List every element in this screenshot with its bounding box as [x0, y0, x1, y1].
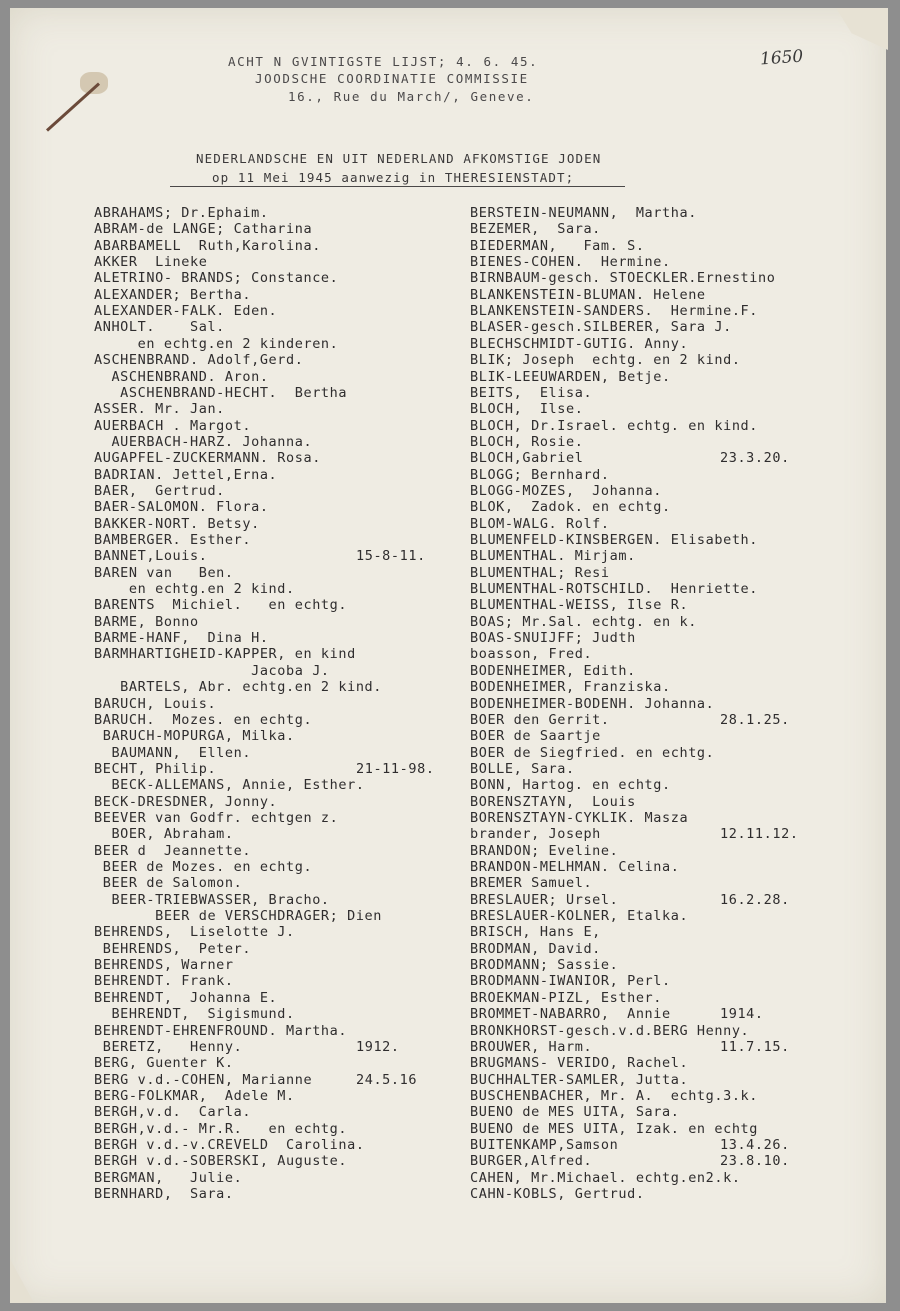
list-item [470, 516, 610, 532]
entry-name: ABRAM-de LANGE; Catharina [94, 221, 313, 238]
list-item [94, 614, 199, 630]
entry-name: BERSTEIN-NEUMANN, Martha. [470, 205, 697, 221]
list-item [470, 663, 636, 679]
list-item [94, 238, 321, 254]
entry-name: BUENO de MES UITA, Sara. [470, 1104, 680, 1121]
entry-name: BEHRENDT. Frank. [94, 973, 234, 990]
list-item [94, 336, 338, 352]
entry-name: BUITENKAMP,Samson [470, 1136, 619, 1153]
entry-name: BERGH,v.d. Carla. [94, 1104, 252, 1121]
list-item [94, 712, 312, 728]
list-item [470, 957, 618, 973]
entry-name: ALEXANDER; Bertha. [94, 286, 252, 303]
list-item [94, 581, 295, 597]
entry-name: BORENSZTAYN, Louis [470, 793, 636, 810]
entry-name: ALEXANDER-FALK. Eden. [94, 303, 278, 320]
entry-name: BARTELS, Abr. echtg.en 2 kind. [94, 679, 383, 696]
list-item [470, 891, 790, 908]
entry-date: 23.3.20. [720, 450, 790, 467]
list-item [94, 499, 269, 515]
entry-name: BLOCH, Rosie. [470, 433, 584, 450]
entry-name: AKKER Lineke [94, 254, 208, 271]
list-item [94, 1038, 400, 1055]
entry-name: ASCHENBRAND-HECHT. Bertha [94, 384, 348, 401]
list-item [470, 630, 636, 646]
entry-name: BERG, Guenter K. [94, 1055, 234, 1072]
list-item [470, 973, 671, 989]
list-item [94, 924, 295, 940]
entry-name: BERETZ, Henny. [94, 1038, 243, 1055]
list-item [470, 843, 618, 859]
list-item [470, 777, 671, 793]
entry-name: BLOM-WALG. Rolf. [470, 515, 610, 532]
list-item [470, 1038, 790, 1055]
entry-name: BARME-HANF, Dina H. [94, 630, 269, 647]
list-item [94, 745, 251, 761]
entry-name: en echtg.en 2 kinderen. [94, 335, 339, 352]
list-item [470, 467, 610, 483]
list-item [94, 287, 251, 303]
list-item [94, 352, 303, 368]
entry-name: BOER de Saartje [470, 728, 601, 745]
entry-name: BEER de Salomon. [94, 875, 243, 892]
entry-name: BIENES-COHEN. Hermine. [470, 254, 671, 271]
list-item [94, 728, 295, 744]
entry-name: BRONKHORST-gesch.v.d.BERG Henny. [470, 1022, 750, 1039]
entry-name: BEER de VERSCHDRAGER; Dien [94, 908, 383, 925]
list-item [470, 483, 662, 499]
list-item [94, 679, 382, 695]
entry-name: BROMMET-NABARRO, Annie [470, 1006, 671, 1023]
list-item [470, 761, 575, 777]
entry-name: BRODMAN, David. [470, 940, 601, 957]
list-item [94, 270, 338, 286]
title-line-2: op 11 Mei 1945 aanwezig in THERESIENSTADT; [212, 170, 575, 185]
list-item [470, 1006, 764, 1023]
list-item [94, 794, 277, 810]
entry-name: BOAS-SNUIJFF; Judth [470, 630, 636, 647]
list-item [94, 385, 347, 401]
entry-name: brander, Joseph [470, 826, 601, 843]
entry-name: BIEDERMAN, Fam. S. [470, 237, 645, 254]
entry-name: BEHRENDT, Sigismund. [94, 1006, 295, 1023]
list-item [470, 450, 790, 467]
list-item [470, 303, 758, 319]
list-item [470, 205, 697, 221]
entry-name: BRODMANN-IWANIOR, Perl. [470, 973, 671, 990]
list-item [470, 287, 706, 303]
list-item [470, 924, 601, 940]
entry-name: BERG-FOLKMAR, Adele M. [94, 1087, 295, 1104]
entry-name: BLOCH, Ilse. [470, 401, 584, 418]
list-item [470, 319, 732, 335]
entry-name: BRESLAUER-KOLNER, Etalka. [470, 908, 689, 925]
entry-name: BLOGG-MOZES, Johanna. [470, 482, 663, 499]
entry-name: BERNHARD, Sara. [94, 1186, 234, 1202]
list-item [470, 908, 688, 924]
list-item [470, 238, 645, 254]
entry-name: BLOK, Zadok. en echtg. [470, 499, 671, 516]
list-item [470, 369, 671, 385]
entry-name: BERGH,v.d.- Mr.R. en echtg. [94, 1120, 348, 1137]
entry-name: BLANKENSTEIN-SANDERS. Hermine.F. [470, 303, 759, 320]
list-item [470, 1121, 758, 1137]
list-item [470, 1153, 790, 1170]
page-number: 1650 [759, 46, 804, 70]
list-item [470, 270, 775, 286]
entry-name: BERGH v.d.-SOBERSKI, Auguste. [94, 1153, 348, 1170]
list-item [94, 1153, 347, 1169]
entry-name: ASSER. Mr. Jan. [94, 401, 225, 418]
list-item [94, 1023, 347, 1039]
list-item [94, 957, 234, 973]
entry-name: BARMHARTIGHEID-KAPPER, en kind [94, 646, 356, 663]
entry-name: BLANKENSTEIN-BLUMAN. Helene [470, 286, 706, 303]
list-item [94, 401, 225, 417]
entry-name: BRANDON; Eveline. [470, 842, 619, 859]
list-item [470, 336, 688, 352]
list-item [94, 221, 312, 237]
entry-name: BAUMANN, Ellen. [94, 744, 252, 761]
list-item [470, 1186, 645, 1202]
list-item [470, 581, 758, 597]
entry-name: BODENHEIMER, Franziska. [470, 679, 671, 696]
list-item [470, 810, 688, 826]
list-item [470, 221, 601, 237]
list-item [94, 418, 251, 434]
entry-name: BARUCH-MOPURGA, Milka. [94, 728, 295, 745]
entry-name: BEER-TRIEBWASSER, Bracho. [94, 891, 330, 908]
entry-name: BAER-SALOMON. Flora. [94, 499, 269, 516]
entry-name: BREMER Samuel. [470, 875, 593, 892]
list-item [94, 1121, 347, 1137]
list-item [94, 810, 338, 826]
entry-name: AUERBACH . Margot. [94, 417, 252, 434]
list-item [470, 679, 671, 695]
header-line-2: JOODSCHE COORDINATIE COMMISSIE [255, 71, 529, 86]
entry-name: BUENO de MES UITA, Izak. en echtg [470, 1120, 759, 1137]
entry-name: BONN, Hartog. en echtg. [470, 777, 671, 794]
list-item [94, 892, 330, 908]
entry-name: CAHN-KOBLS, Gertrud. [470, 1186, 645, 1202]
entry-name: BRUGMANS- VERIDO, Rachel. [470, 1055, 689, 1072]
entry-name: ANHOLT. Sal. [94, 319, 225, 336]
list-item [470, 401, 583, 417]
entry-name: BEHRENDT-EHRENFROUND. Martha. [94, 1022, 348, 1039]
entry-name: BEHRENDS, Warner [94, 957, 234, 974]
list-item [94, 205, 269, 221]
entry-name: BLUMENFELD-KINSBERGEN. Elisabeth. [470, 532, 759, 548]
list-item [470, 614, 697, 630]
entry-name: BLUMENTHAL-ROTSCHILD. Henriette. [470, 581, 759, 598]
list-item [94, 843, 251, 859]
entry-name: ASCHENBRAND. Aron. [94, 368, 269, 385]
list-item [94, 369, 269, 385]
entry-name: BARENTS Michiel. en echtg. [94, 597, 348, 614]
entry-name: BECK-ALLEMANS, Annie, Esther. [94, 777, 365, 794]
entry-name: BODENHEIMER-BODENH. Johanna. [470, 695, 715, 712]
entry-name: CAHEN, Mr.Michael. echtg.en2.k. [470, 1169, 741, 1186]
entry-name: BEZEMER, Sara. [470, 221, 601, 238]
list-item [94, 565, 234, 581]
list-item [470, 1170, 741, 1186]
entry-name: BLIK-LEEUWARDEN, Betje. [470, 368, 671, 385]
list-item [470, 565, 610, 581]
entry-date: 24.5.16 [356, 1071, 418, 1088]
list-item [94, 483, 225, 499]
list-item [470, 696, 714, 712]
entry-name: BAKKER-NORT. Betsy. [94, 515, 260, 532]
list-item [94, 434, 312, 450]
entry-name: BLUMENTHAL; Resi [470, 564, 610, 581]
list-item [470, 990, 662, 1006]
list-item [94, 760, 435, 777]
entry-date: 21-11-98. [356, 760, 435, 777]
entry-name: BLOCH, Dr.Israel. echtg. en kind. [470, 417, 759, 434]
entry-name: BRODMANN; Sassie. [470, 957, 619, 974]
entry-name: BARME, Bonno [94, 613, 199, 630]
entry-name: BECK-DRESDNER, Jonny. [94, 793, 278, 810]
entry-date: 11.7.15. [720, 1038, 790, 1055]
entry-date: 13.4.26. [720, 1136, 790, 1153]
entry-date: 28.1.25. [720, 711, 790, 728]
list-item [94, 990, 277, 1006]
list-item [470, 826, 799, 843]
list-item [470, 385, 592, 401]
entry-name: BEHRENDT, Johanna E. [94, 989, 278, 1006]
entry-name: BROEKMAN-PIZL, Esther. [470, 989, 663, 1006]
entry-name: BADRIAN. Jettel,Erna. [94, 466, 278, 483]
entry-date: 1912. [356, 1038, 400, 1055]
entry-date: 16.2.28. [720, 891, 790, 908]
list-item [470, 711, 790, 728]
entry-name: BLOCH,Gabriel [470, 450, 584, 467]
entry-name: BORENSZTAYN-CYKLIK. Masza [470, 809, 689, 826]
entry-name: BEEVER van Godfr. echtgen z. [94, 809, 339, 826]
list-item [94, 696, 216, 712]
list-item [94, 941, 251, 957]
list-item [94, 450, 321, 466]
list-item [94, 516, 260, 532]
list-item [94, 1170, 242, 1186]
list-item [94, 1186, 234, 1202]
list-item [470, 728, 601, 744]
list-item [94, 1055, 234, 1071]
list-item [470, 1136, 790, 1153]
list-item [94, 1006, 295, 1022]
entry-name: BEHRENDS, Liselotte J. [94, 924, 295, 941]
list-item [470, 646, 592, 662]
list-item [470, 794, 636, 810]
list-item [470, 499, 671, 515]
pin-stain [80, 72, 108, 94]
entry-name: BANNET,Louis. [94, 548, 208, 565]
entry-name: BEER d Jeannette. [94, 842, 252, 859]
list-item [470, 597, 688, 613]
list-item [94, 1071, 418, 1088]
entry-name: BOER, Abraham. [94, 826, 234, 843]
list-item [94, 875, 242, 891]
list-item [470, 745, 714, 761]
entry-name: BECHT, Philip. [94, 760, 217, 777]
entry-name: ABARBAMELL Ruth,Karolina. [94, 237, 321, 254]
list-item [470, 1104, 679, 1120]
list-item [94, 1104, 251, 1120]
entry-name: BURGER,Alfred. [470, 1153, 593, 1170]
entry-name: AUGAPFEL-ZUCKERMANN. Rosa. [94, 450, 321, 467]
entry-name: BAMBERGER. Esther. [94, 532, 252, 548]
entry-name: BLUMENTHAL. Mirjam. [470, 548, 636, 565]
list-item [470, 875, 592, 891]
entry-name: BEITS, Elisa. [470, 384, 593, 401]
header-line-1: ACHT N GVINTIGSTE LIJST; 4. 6. 45. [228, 54, 539, 69]
entry-name: BARUCH, Louis. [94, 695, 217, 712]
title-underline [170, 186, 625, 187]
entry-name: BUCHHALTER-SAMLER, Jutta. [470, 1071, 689, 1088]
entry-date: 1914. [720, 1006, 764, 1023]
entry-name: ALETRINO- BRANDS; Constance. [94, 270, 339, 287]
list-item [94, 973, 234, 989]
entry-name: BEHRENDS, Peter. [94, 940, 252, 957]
entry-name: BERG v.d.-COHEN, Marianne [94, 1071, 313, 1088]
list-item [470, 418, 758, 434]
list-item [94, 777, 365, 793]
entry-name: BARUCH. Mozes. en echtg. [94, 711, 313, 728]
entry-name: BUSCHENBACHER, Mr. A. echtg.3.k. [470, 1087, 759, 1104]
entry-name: BOER de Siegfried. en echtg. [470, 744, 715, 761]
list-item [470, 859, 679, 875]
entry-name: BODENHEIMER, Edith. [470, 662, 636, 679]
list-item [470, 352, 741, 368]
entry-name: BAREN van Ben. [94, 564, 234, 581]
list-item [94, 1137, 365, 1153]
entry-name: BLUMENTHAL-WEISS, Ilse R. [470, 597, 689, 614]
list-item [470, 1055, 688, 1071]
list-item [470, 254, 671, 270]
list-item [470, 941, 601, 957]
list-item [94, 908, 382, 924]
entry-name: BLOGG; Bernhard. [470, 466, 610, 483]
entry-name: BRANDON-MELHMAN. Celina. [470, 859, 680, 875]
list-item [470, 532, 758, 548]
entry-name: BIRNBAUM-gesch. STOECKLER.Ernestino [470, 270, 776, 287]
header-line-3: 16., Rue du March/, Geneve. [288, 89, 535, 104]
entry-name: BLECHSCHMIDT-GUTIG. Anny. [470, 335, 689, 352]
entry-name: boasson, Fred. [470, 646, 593, 663]
entry-name: BLIK; Joseph echtg. en 2 kind. [470, 352, 741, 369]
entry-name: Jacoba J. [94, 662, 330, 679]
entry-date: 12.11.12. [720, 826, 799, 843]
entry-name: AUERBACH-HARZ. Johanna. [94, 433, 313, 450]
entry-date: 23.8.10. [720, 1153, 790, 1170]
list-item [470, 548, 636, 564]
entry-name: BERGH v.d.-v.CREVELD Carolina. [94, 1136, 365, 1153]
entry-name: BLASER-gesch.SILBERER, Sara J. [470, 319, 732, 336]
entry-name: BERGMAN, Julie. [94, 1169, 243, 1186]
title-line-1: NEDERLANDSCHE EN UIT NEDERLAND AFKOMSTIGE JODEN [196, 151, 602, 166]
list-item [94, 319, 225, 335]
entry-name: en echtg.en 2 kind. [94, 581, 295, 598]
entry-name: BAER, Gertrud. [94, 482, 225, 499]
list-item [94, 646, 356, 662]
entry-name: BRESLAUER; Ursel. [470, 891, 619, 908]
entry-name: BEER de Mozes. en echtg. [94, 859, 313, 875]
list-item [94, 303, 277, 319]
list-item [94, 254, 207, 270]
list-item [94, 826, 234, 842]
list-item [94, 548, 426, 565]
entry-name: ASCHENBRAND. Adolf,Gerd. [94, 352, 304, 369]
entry-name: BOER den Gerrit. [470, 711, 610, 728]
list-item [94, 467, 277, 483]
list-item [94, 630, 269, 646]
list-item [470, 434, 583, 450]
list-item [94, 597, 347, 613]
entry-name: ABRAHAMS; Dr.Ephaim. [94, 205, 269, 221]
list-item [94, 663, 330, 679]
entry-name: BOAS; Mr.Sal. echtg. en k. [470, 613, 697, 630]
list-item [94, 859, 312, 875]
entry-name: BOLLE, Sara. [470, 760, 575, 777]
list-item [470, 1088, 758, 1104]
list-item [94, 532, 251, 548]
list-item [94, 1088, 295, 1104]
entry-name: BRISCH, Hans E, [470, 924, 601, 941]
entry-date: 15-8-11. [356, 548, 426, 565]
list-item [470, 1023, 749, 1039]
entry-name: BROUWER, Harm. [470, 1038, 593, 1055]
list-item [470, 1072, 688, 1088]
